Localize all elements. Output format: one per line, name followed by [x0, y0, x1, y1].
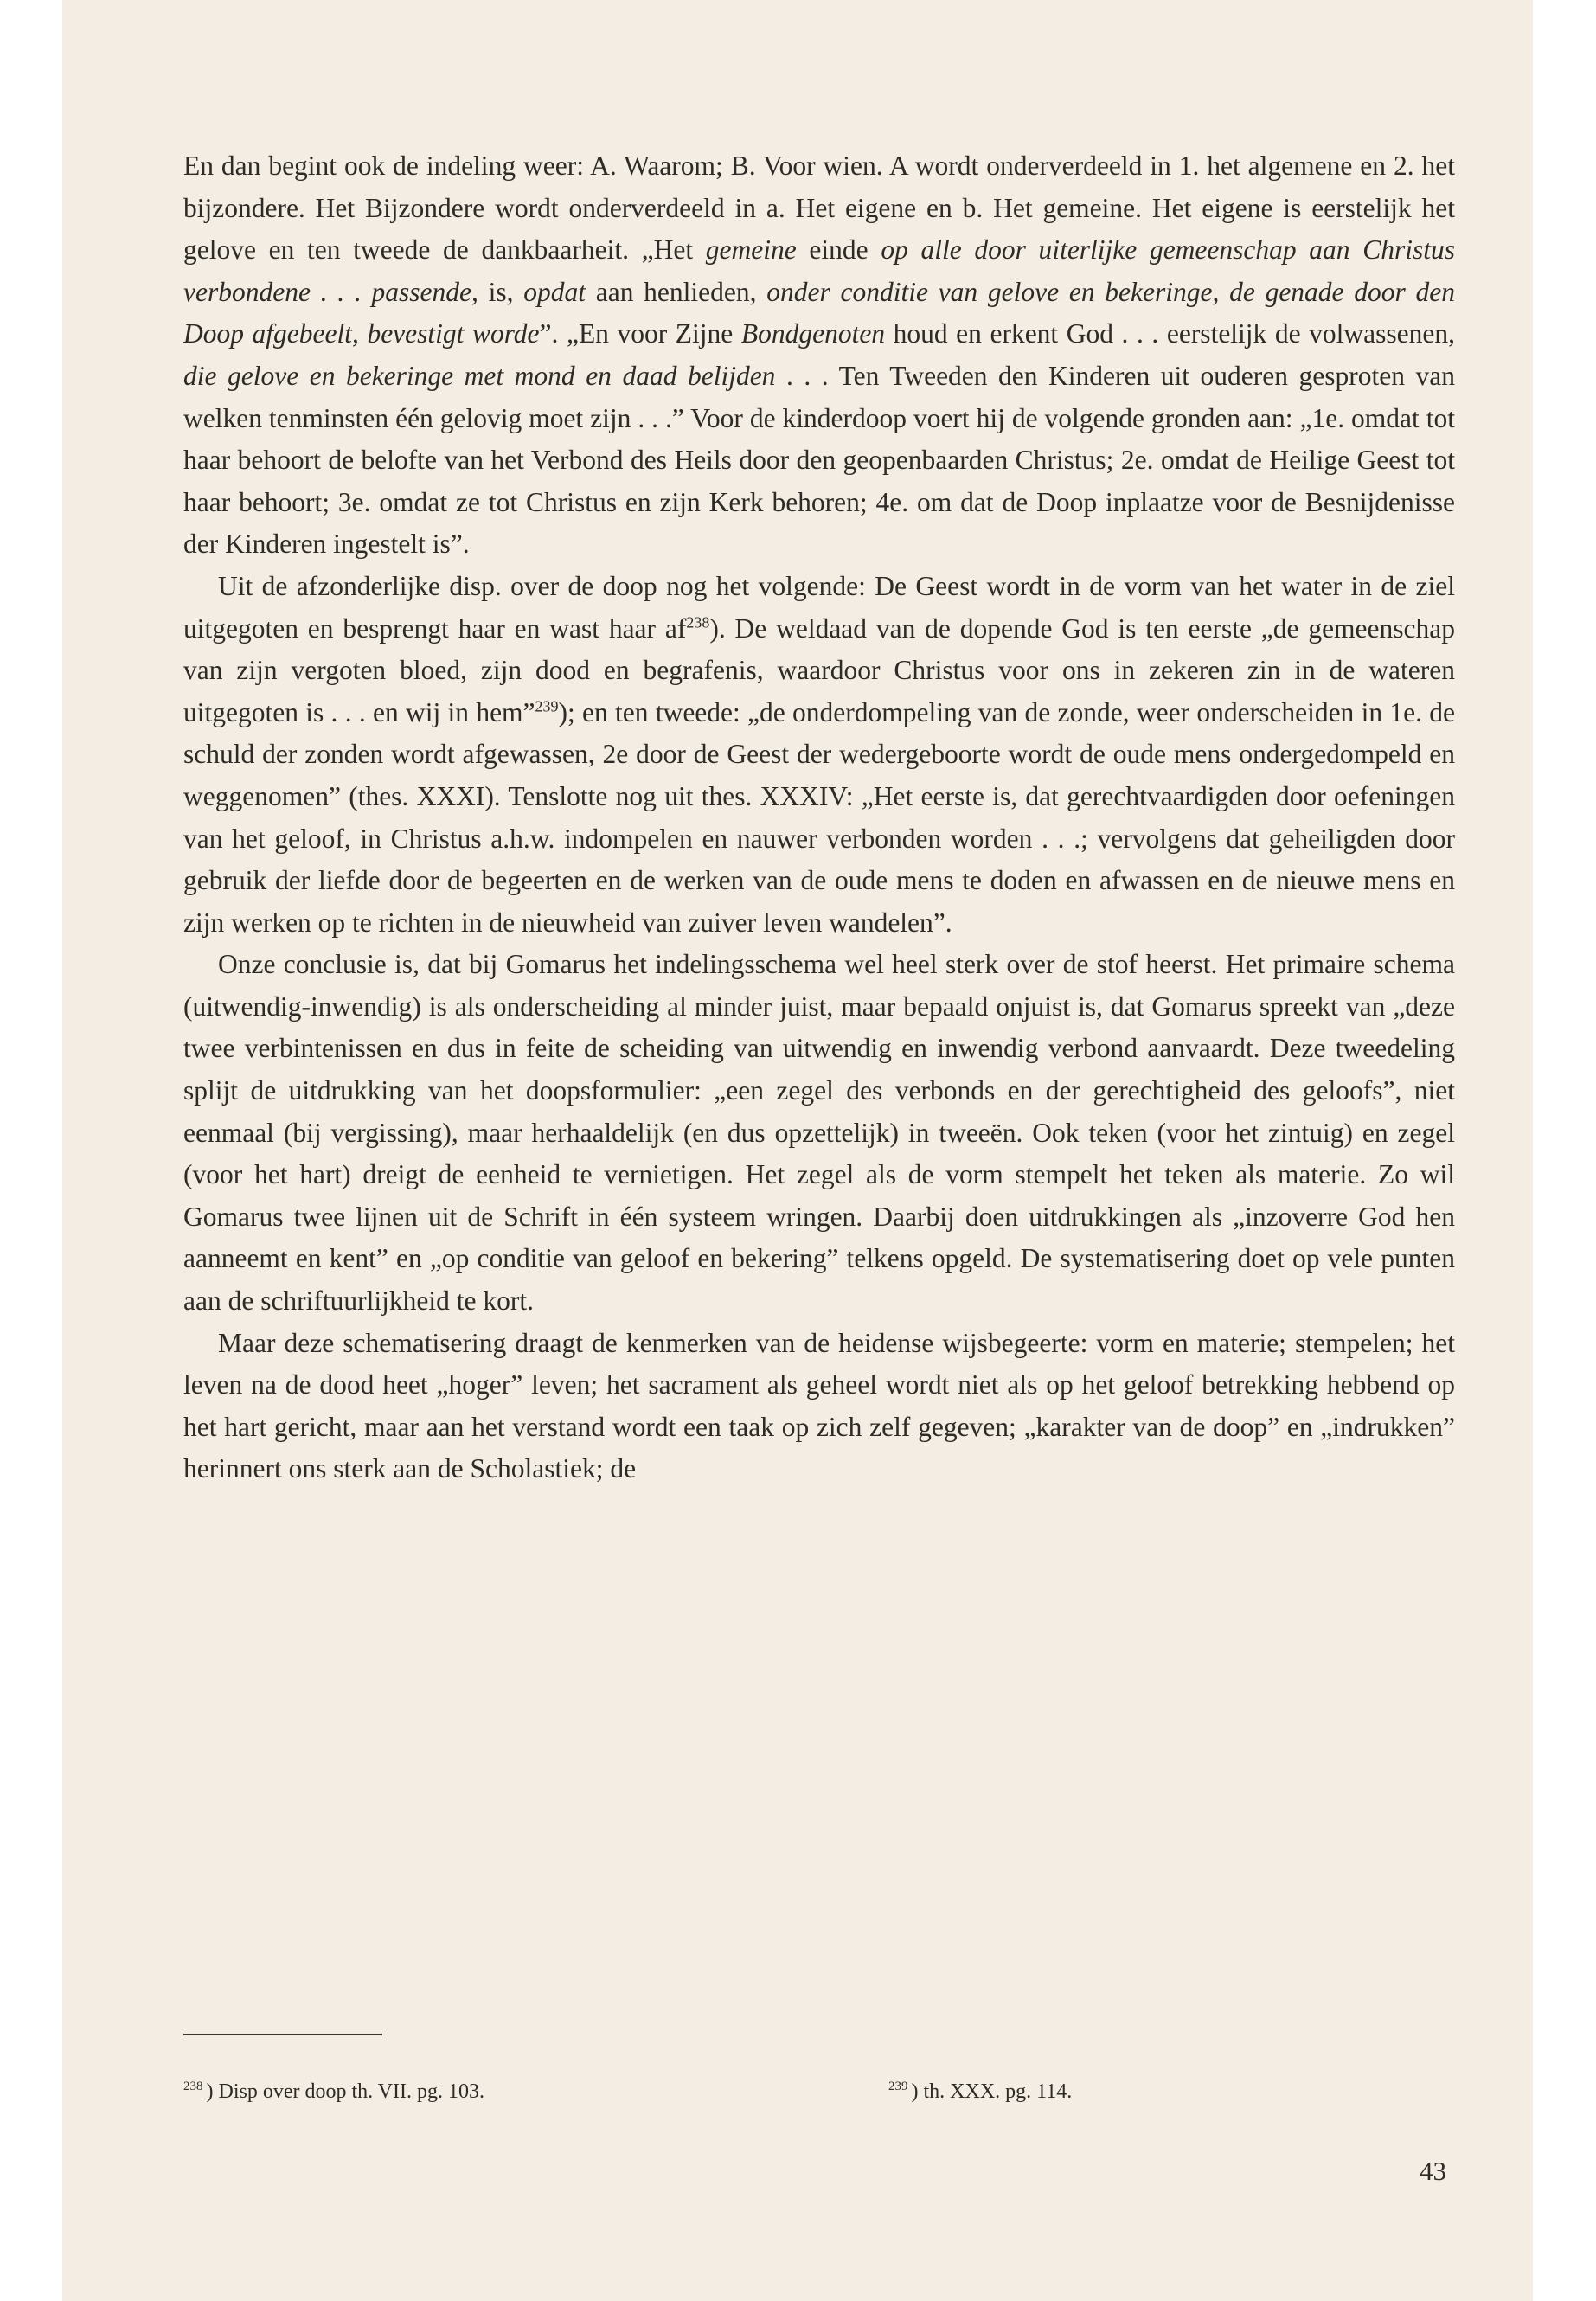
text-run: ); en ten tweede: „de onderdompeling van de zonde, weer onderscheiden in 1e. de schuld der zonden wordt afgewassen, 2e door de Geest der wedergeboorte wordt de oude mens ondergedompeld en weggenomen” (thes. XXXI). Tenslotte nog uit thes. XXXIV: „Het eerste is, dat gerechtvaardigden door oefeningen van het geloof, in Christus a.h.w. indompelen en nauwer verbonden worden . . .; vervolgens dat geheiligden door gebruik der liefde door de begeerten en de werken van de oude mens te doden en afwassen en de nieuwe mens en zijn werken op te richten in de nieuwheid van zuiver leven wandelen”. [183, 696, 1455, 938]
text-run: einde [796, 234, 881, 266]
paragraph-1 [183, 145, 1455, 566]
footnote-mark: 238 [183, 2080, 203, 2093]
footnote-paren: ) [911, 2080, 924, 2103]
italic-run: Bondgenoten [740, 318, 886, 349]
footnote-ref: 238 [686, 613, 710, 631]
footnote-238 [183, 2078, 484, 2106]
italic-run: opdat [523, 276, 586, 307]
text-run: ”. „En voor Zijne [539, 318, 741, 349]
footnote-mark: 239 [888, 2080, 908, 2093]
paragraph-3: Onze conclusie is, dat bij Gomarus het indelingsschema wel heel sterk over de stof heerst. Het primaire schema (uitwendig-inwendig) is als onderscheiding al minder juist, maar bepaald onjuist is, dat Gomarus spreekt van „deze twee verbintenissen en dus in feite de scheiding van uitwendig en inwendig verbond aanvaardt. Deze tweedeling splijt de uitdrukking van het doopsformulier: „een zegel des verbonds en der gerechtigheid des geloofs”, niet eenmaal (bij vergissing), maar herhaaldelijk (en dus opzettelijk) in tweeën. Ook teken (voor het zintuig) en zegel (voor het hart) dreigt de eenheid te vernietigen. Het zegel als de vorm stempelt het teken als materie. Zo wil Gomarus twee lijnen uit de Schrift in één systeem wringen. Daarbij doen uitdrukkingen als „inzoverre God hen aanneemt en kent” en „op conditie van geloof en bekering” telkens opgeld. De systematisering doet op vele punten aan de schriftuurlijkheid te kort. [183, 949, 1455, 1317]
text-run: ). De weldaad van de dopende God is ten eerste „de gemeenschap van zijn vergoten bloed, zijn dood en begrafenis, waardoor Christus voor ons in zekeren zin in de wateren uitgegoten is . . . en wij in hem” [183, 612, 1455, 727]
text-run: En dan begint ook de indeling weer: A. Waarom; B. Voor wien. A wordt onderverdeeld in 1. het algemene en 2. het bijzondere. Het Bijzondere wordt onderverdeeld in a. Het eigene en b. Het gemeine. Het eigene is eerstelijk het gelove en ten tweede de dankbaarheit. „Het [183, 151, 1455, 266]
text-run: houd en erkent God . . . eerstelijk de volwassenen, [885, 318, 1455, 349]
footnote-divider [183, 2034, 382, 2035]
body-text [183, 145, 1455, 1490]
paragraph-2 [183, 566, 1455, 944]
italic-run: die gelove en bekeringe met mond en daad belijden [183, 360, 776, 391]
footnote-239 [888, 2078, 1072, 2106]
text-run: . . . Ten Tweeden den Kinderen uit ouderen gesproten van welken tenminsten één gelovig moet zijn . . .” Voor de kinderdoop voert hij de volgende gronden aan: „1e. omdat tot haar behoort de belofte van het Verbond des Heils door den geopenbaarden Christus; 2e. omdat de Heilige Geest tot haar behoort; 3e. omdat ze tot Christus en zijn Kerk behoren; 4e. om dat de Doop inplaatze voor de Besnijdenisse der Kinderen ingestelt is”. [183, 360, 1455, 560]
italic-run: gemeine [705, 234, 797, 266]
footnote-ref: 239 [535, 697, 559, 715]
italic-run: onder conditie van gelove en bekeringe, de genade door den Doop afgebeelt, bevestigt worde [183, 276, 1455, 349]
italic-run: op alle door uiterlijke gemeenschap aan Christus verbondene . . . passende, [183, 234, 1455, 307]
footnote-text: th. XXX. pg. 114. [923, 2080, 1073, 2103]
paragraph-4: Maar deze schematisering draagt de kenmerken van de heidense wijsbegeerte: vorm en materie; stempelen; het leven na de dood heet „hoger” leven; het sacrament als geheel wordt niet als op het geloof betrekking hebbend op het hart gericht, maar aan het verstand wordt een taak op zich zelf gegeven; „karakter van de doop” en „indrukken” herinnert ons sterk aan de Scholastiek; de [183, 1327, 1455, 1484]
text-run: Uit de afzonderlijke disp. over de doop nog het volgende: De Geest wordt in de vorm van het water in de ziel uitgegoten en besprengt haar en wast haar af [183, 570, 1455, 644]
text-run: aan henlieden, [586, 276, 767, 307]
page-number: 43 [1420, 2156, 1446, 2186]
footnote-paren: ) [206, 2080, 219, 2103]
footnote-text: Disp over doop th. VII. pg. 103. [218, 2080, 485, 2103]
book-page [62, 0, 1533, 2301]
text-run: is, [478, 276, 524, 307]
